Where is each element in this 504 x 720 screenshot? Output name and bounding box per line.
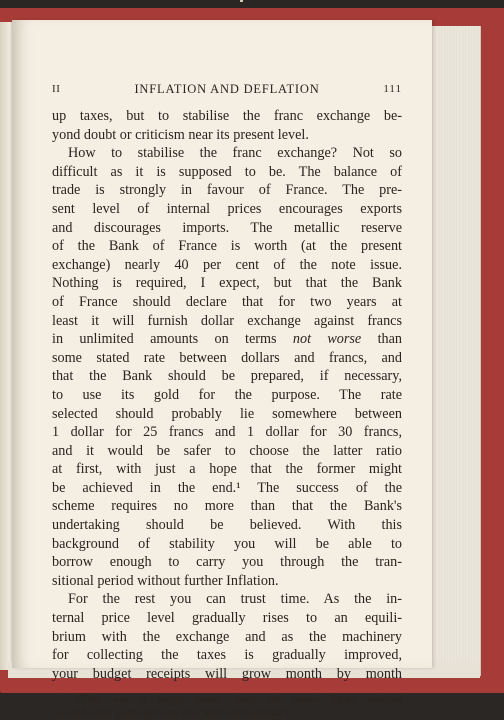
text-line-with-emphasis — [52, 330, 402, 349]
text-line: scheme requires no more than that the Bank's — [52, 498, 402, 515]
footnote-line: two and a half years later was 25·5 francs to the dollar.] — [52, 707, 288, 719]
text-line: yond doubt or criticism near its present level. — [52, 126, 309, 143]
text-line: for collecting the taxes is gradually improved, — [52, 647, 402, 664]
footnote — [52, 693, 402, 720]
text-line: sitional period without further Inflation. — [52, 572, 279, 589]
text-line: selected should probably lie somewhere between — [52, 405, 402, 422]
italic-phrase: not worse — [292, 331, 362, 348]
text-line: to use its gold for the purpose. The rate — [52, 386, 402, 403]
text-line: that the Bank should be prepared, if necessary, — [52, 368, 402, 385]
text-line: some stated rate between dollars and francs, and — [52, 349, 402, 366]
chapter-number: II — [52, 83, 61, 95]
text-block — [52, 80, 402, 720]
book-page — [12, 20, 432, 719]
dust-speck — [240, 0, 243, 2]
text-line: and discourages imports. The metallic reserve — [52, 219, 402, 236]
text-line: For the rest you can trust time. As the in- — [68, 591, 402, 608]
page-edges-right — [424, 26, 481, 676]
text-line: borrow enough to carry you through the tran- — [52, 554, 402, 571]
text-line: up taxes, but to stabilise the franc exchange be- — [52, 108, 402, 124]
page-number: 111 — [383, 83, 402, 95]
text-line: background of stability you will be able to — [52, 535, 402, 552]
text-line: of the Bank of France is worth (at the present — [52, 238, 402, 255]
text-segment: in unlimited amounts on terms — [52, 331, 277, 348]
text-line: difficult as it is supposed to be. The balance of — [52, 163, 402, 180]
text-line: your budget receipts will grow month by month — [52, 665, 402, 682]
running-head — [52, 80, 402, 102]
text-line: sent level of internal prices encourages exports — [52, 200, 402, 217]
text-line: ternal price level gradually rises to an equili- — [52, 610, 402, 627]
text-line: and it would be safer to choose the latter ratio — [52, 442, 402, 459]
text-line: 1 dollar for 25 francs and 1 dollar for 30 francs, — [52, 424, 402, 441]
running-title: INFLATION AND DEFLATION — [134, 82, 320, 96]
text-line: exchange) nearly 40 per cent of the note issue. — [52, 256, 402, 273]
text-line: trade is strongly in favour of France. The pre- — [52, 182, 402, 199]
text-line: be achieved in the end.¹ The success of the — [52, 479, 402, 496]
text-segment: than — [377, 331, 403, 348]
text-line: at first, with just a hope that the former might — [52, 461, 402, 478]
body-text — [52, 107, 402, 683]
footnote-line: ¹ [This was a happy guess, since the actual figure adopted — [62, 694, 402, 706]
text-line: brium with the exchange and as the machinery — [52, 628, 402, 645]
text-line: How to stabilise the franc exchange? Not so — [68, 145, 402, 162]
text-line: Nothing is required, I expect, but that the Bank — [52, 275, 402, 292]
text-line: least it will furnish dollar exchange against francs — [52, 312, 402, 329]
text-line: of France should declare that for two years at — [52, 293, 402, 310]
text-line: undertaking should be believed. With this — [52, 517, 402, 534]
